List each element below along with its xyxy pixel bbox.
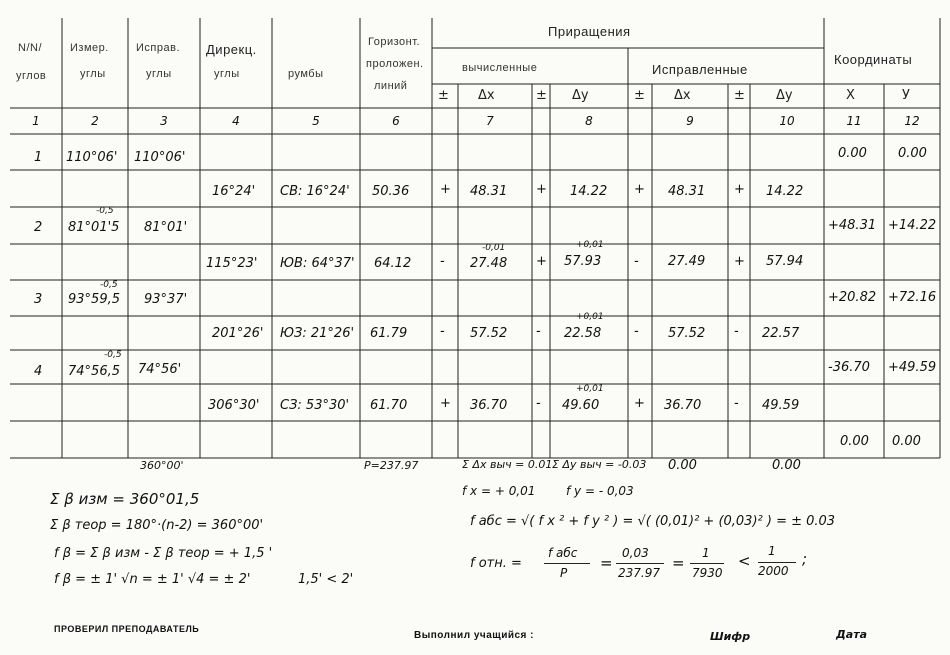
done-by-student: Выполнил учащийся : [414, 630, 534, 641]
dy-calc: 14.22 [570, 184, 608, 199]
coord-x: +20.82 [828, 290, 877, 305]
header-angles-label: углов [16, 70, 47, 82]
header-corrected-sub: углы [146, 68, 172, 80]
column-number: 2 [91, 114, 99, 128]
sign: - [634, 324, 639, 339]
dy-calc: 57.93 [564, 254, 602, 269]
dx-corrected: 27.49 [668, 254, 706, 269]
rumb-value: ЮЗ: 21°26' [280, 326, 355, 341]
measured-angle: 74°56,5 [68, 364, 120, 379]
equals-sign: = [600, 554, 613, 572]
fraction-bar [616, 563, 664, 564]
coord-y: +14.22 [888, 218, 937, 233]
formula-absolute-misclosure: f абс = √( f x ² + f y ² ) = √( (0,01)² + (0,03)² ) = ± 0.03 [470, 514, 836, 529]
frac-den: 7930 [692, 566, 723, 580]
dx-corrected: 48.31 [668, 184, 706, 199]
header-dx-calc: Δx [478, 88, 495, 103]
header-dy-calc: Δy [572, 88, 589, 103]
formula-relative-label: f отн. = [470, 556, 522, 571]
line-length: 61.70 [370, 398, 408, 413]
station-number: 1 [34, 150, 43, 165]
column-number: 9 [686, 114, 694, 128]
formula-allowed-misclosure: f β = ± 1' √n = ± 1' √4 = ± 2' [54, 572, 251, 587]
line-length: 64.12 [374, 256, 412, 271]
dy-correction: +0,01 [576, 384, 604, 394]
header-calculated-label: вычисленные [462, 62, 538, 74]
corrected-angle: 81°01' [144, 220, 188, 235]
rumb-value: СВ: 16°24' [280, 184, 350, 199]
direction-angle: 115°23' [206, 256, 258, 271]
coord-y: 0.00 [898, 146, 927, 161]
frac-num: 0,03 [622, 546, 649, 560]
dy-corrected: 49.59 [762, 398, 800, 413]
sign: - [734, 324, 739, 339]
header-lines-label: линий [374, 80, 408, 92]
frac-den: 2000 [758, 564, 789, 578]
fraction-bar [758, 562, 796, 563]
checked-by-teacher: ПРОВЕРИЛ ПРЕПОДАВАТЕЛЬ [54, 624, 200, 634]
dy-sum: Σ Δy выч = -0.03 [552, 458, 647, 471]
rumb-value: СЗ: 53°30' [280, 398, 350, 413]
dy-calc: 49.60 [562, 398, 600, 413]
header-corrected-incr-label: Исправленные [652, 62, 748, 77]
sign: + [536, 182, 547, 197]
dy-corrected-sum: 0.00 [772, 458, 801, 473]
column-number: 6 [392, 114, 400, 128]
sign: - [634, 254, 639, 269]
angle-correction: -0,5 [104, 350, 122, 360]
header-increments-label: Приращения [548, 24, 631, 39]
column-number: 11 [846, 114, 862, 128]
header-direction-sub: углы [214, 68, 240, 80]
corrected-angle: 74°56' [138, 362, 182, 377]
frac-num: 1 [702, 546, 710, 560]
measured-angle: 81°01'5 [68, 220, 120, 235]
header-laid-label: проложен. [366, 58, 424, 70]
dx-calc: 57.52 [470, 326, 508, 341]
header-sign-1: ± [438, 88, 449, 103]
measured-angle: 93°59,5 [68, 292, 120, 307]
date-label: Дата [836, 628, 868, 641]
semicolon: ; [802, 550, 808, 568]
header-measured-label: Измер. [70, 42, 109, 54]
sign: + [634, 396, 645, 411]
header-coordinates-label: Координаты [834, 52, 913, 67]
line-length: 50.36 [372, 184, 410, 199]
dx-calc: 48.31 [470, 184, 508, 199]
column-number: 10 [779, 114, 795, 128]
sign: - [734, 396, 739, 411]
header-sign-2: ± [536, 88, 547, 103]
dy-corrected: 22.57 [762, 326, 800, 341]
header-number-label: N/N/ [18, 42, 42, 54]
coord-y: +49.59 [888, 360, 937, 375]
sign: + [734, 182, 745, 197]
dx-correction: -0,01 [482, 243, 506, 253]
dy-calc: 22.58 [564, 326, 602, 341]
formula-fx: f x = + 0,01 [462, 484, 536, 498]
header-corrected-label: Исправ. [136, 42, 180, 54]
header-y-coord: У [902, 88, 910, 103]
frac-den: 237.97 [618, 566, 660, 580]
station-number: 2 [34, 220, 43, 235]
coord-x: 0.00 [840, 434, 869, 449]
dy-correction: +0,01 [576, 312, 604, 322]
coord-y: 0.00 [892, 434, 921, 449]
perimeter: P=237.97 [364, 459, 419, 472]
formula-measured-sum: Σ β изм = 360°01,5 [50, 490, 200, 508]
dx-calc: 27.48 [470, 256, 508, 271]
station-number: 3 [34, 292, 43, 307]
dx-calc: 36.70 [470, 398, 508, 413]
code-label: Шифр [710, 630, 751, 643]
column-number: 8 [585, 114, 593, 128]
direction-angle: 306°30' [208, 398, 260, 413]
direction-angle: 201°26' [212, 326, 264, 341]
sign: - [536, 324, 541, 339]
frac-fabs-den: P [560, 566, 568, 580]
corrected-angle: 93°37' [144, 292, 188, 307]
dx-corrected-sum: 0.00 [668, 458, 697, 473]
column-number: 7 [486, 114, 494, 128]
angle-correction: -0,5 [96, 206, 114, 216]
sign: + [734, 254, 745, 269]
sign: + [440, 182, 451, 197]
dx-corrected: 57.52 [668, 326, 706, 341]
header-dx-corr: Δx [674, 88, 691, 103]
angles-sum: 360°00' [140, 459, 184, 472]
sign: + [634, 182, 645, 197]
column-number: 4 [232, 114, 240, 128]
sign: + [440, 396, 451, 411]
dx-corrected: 36.70 [664, 398, 702, 413]
header-sign-4: ± [734, 88, 745, 103]
formula-fy: f y = - 0,03 [566, 484, 634, 498]
corrected-angle: 110°06' [134, 150, 186, 165]
sign: - [536, 396, 541, 411]
coord-x: 0.00 [838, 146, 867, 161]
line-length: 61.79 [370, 326, 408, 341]
equals-sign: = [672, 554, 685, 572]
direction-angle: 16°24' [212, 184, 256, 199]
column-number: 5 [312, 114, 320, 128]
fraction-bar [544, 563, 590, 564]
frac-fabs-num: f абс [548, 546, 578, 560]
formula-angular-misclosure: f β = Σ β изм - Σ β теор = + 1,5 ' [54, 546, 273, 561]
column-number: 3 [160, 114, 168, 128]
header-direction-label: Дирекц. [206, 42, 257, 57]
formula-comparison: 1,5' < 2' [298, 572, 354, 587]
header-rumb-label: румбы [288, 68, 324, 80]
dy-correction: +0,01 [576, 240, 604, 250]
header-sign-3: ± [634, 88, 645, 103]
coord-x: +48.31 [828, 218, 877, 233]
header-measured-sub: углы [80, 68, 106, 80]
formula-theoretical-sum: Σ β теор = 180°·(n-2) = 360°00' [50, 518, 264, 533]
header-x-coord: X [846, 88, 855, 103]
sign: - [440, 254, 445, 269]
coord-y: +72.16 [888, 290, 937, 305]
station-number: 4 [34, 364, 43, 379]
dx-sum: Σ Δx выч = 0.01 [462, 458, 553, 471]
fraction-bar [690, 563, 724, 564]
rumb-value: ЮВ: 64°37' [280, 256, 355, 271]
column-number: 12 [904, 114, 920, 128]
frac-num: 1 [768, 544, 776, 558]
header-dy-corr: Δy [776, 88, 793, 103]
less-than-sign: < [738, 552, 751, 570]
sign: + [536, 254, 547, 269]
header-horizontal-label: Горизонт. [368, 36, 421, 48]
coord-x: -36.70 [828, 360, 870, 375]
angle-correction: -0,5 [100, 280, 118, 290]
dy-corrected: 57.94 [766, 254, 804, 269]
dy-corrected: 14.22 [766, 184, 804, 199]
measured-angle: 110°06' [66, 150, 118, 165]
column-number: 1 [32, 114, 40, 128]
sign: - [440, 324, 445, 339]
